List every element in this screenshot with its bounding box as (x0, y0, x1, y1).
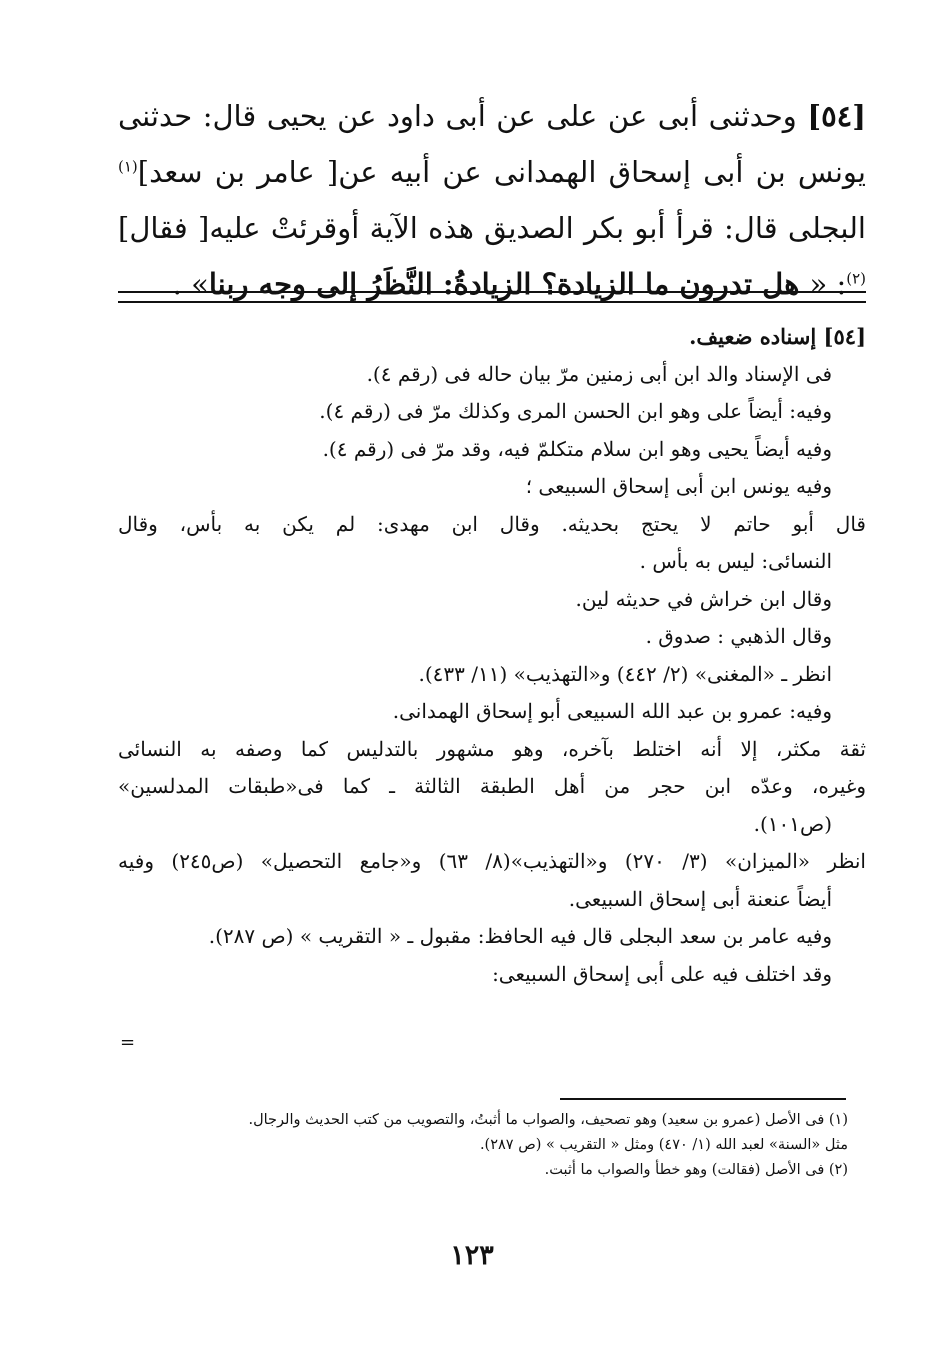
commentary-line: وغيره، وعدّه ابن حجر من أهل الطبقة الثالثة ـ كما فى«طبقات المدلسين» (118, 774, 866, 798)
commentary-heading: [٥٤] إسناده ضعيف. (689, 324, 866, 349)
page-number: ١٢٣ (450, 1240, 494, 1271)
double-divider (118, 291, 866, 303)
commentary-line: أيضاً عنعنة أبى إسحاق السبيعى. (568, 886, 832, 911)
commentary-line: وقال ابن خراش في حديثه لين. (575, 586, 832, 611)
commentary-line: قال أبو حاتم لا يحتج بحديثه. وقال ابن مهدى: لم يكن به بأس، وقال (118, 511, 866, 536)
hadith-text-part2: البجلى قال: قرأ أبو بكر الصديق هذه الآية أوقرئتْ عليه[ فقال] (118, 211, 866, 245)
footnote-ref-2[interactable]: (٢) (846, 269, 866, 288)
hadith-number: [٥٤] (807, 99, 866, 133)
hadith-text-part3: : « (809, 267, 847, 301)
commentary-line: وفيه: أيضاً على وهو ابن الحسن المرى وكذلك مرّ فى (رقم ٤). (319, 399, 832, 423)
commentary-line: وفيه عامر بن سعد البجلى قال فيه الحافظ: مقبول ـ « التقريب » (ص ٢٨٧). (208, 924, 832, 948)
commentary-line: انظر ـ «المغنى» (٢/ ٤٤٢) و«التهذيب» (١١/ ٤٣٣). (418, 661, 832, 686)
commentary-line: النسائى: ليس به بأس . (639, 549, 832, 573)
commentary-line: وقد اختلف فيه على أبى إسحاق السبيعى: (492, 961, 832, 986)
continuation-mark: = (120, 1032, 136, 1053)
hadith-text (118, 88, 866, 312)
footnote-1: (١) فى الأصل (عمرو بن سعيد) وهو تصحيف، والصواب ما أثبتُ، والتصويب من كتب الحديث والرجال. (248, 1112, 848, 1128)
commentary-line: وفيه يونس ابن أبى إسحاق السبيعى ؛ (525, 474, 832, 498)
hadith-bold-quote: هل تدرون ما الزيادة؟ الزيادةُ: النَّظَرُ إلى وجه ربنا (208, 267, 810, 301)
footnote-2: (٢) فى الأصل (فقالت) وهو خطأ والصواب ما أثبت. (544, 1162, 848, 1178)
footnotes (110, 1108, 848, 1183)
hadith-text-part1: وحدثنى أبى عن على عن أبى داود عن يحيى قال: حدثنى يونس بن أبى إسحاق الهمدانى عن أبيه عن[ عامر بن سعد] (118, 99, 866, 189)
footnote-ref-1[interactable]: (١) (118, 157, 138, 176)
commentary-line: (ص١٠١). (753, 811, 832, 836)
commentary-line: وفيه: عمرو بن عبد الله السبيعى أبو إسحاق الهمدانى. (392, 699, 832, 723)
commentary-line: وقال الذهبي : صدوق . (645, 624, 832, 648)
footnote-divider (560, 1098, 846, 1100)
commentary-line: ثقة مكثر، إلا أنه اختلط بآخره، وهو مشهور بالتدليس كما وصفه به النسائى (118, 736, 866, 761)
commentary-line: وفيه أيضاً يحيى وهو ابن سلام متكلمّ فيه، وقد مرّ فى (رقم ٤). (322, 436, 832, 461)
hadith-text-end: » . (172, 267, 209, 301)
commentary (118, 318, 866, 993)
commentary-line: انظر «الميزان» (٣/ ٢٧٠) و«التهذيب»(٨/ ٦٣) و«جامع التحصيل» (ص٢٤٥) وفيه (118, 849, 866, 873)
footnote-1-continued: مثل «السنة» لعبد الله (١/ ٤٧٠) ومثل « التقريب » (ص ٢٨٧). (479, 1137, 848, 1153)
commentary-line: فى الإسناد والد ابن أبى زمنين مرّ بيان حاله فى (رقم ٤). (366, 361, 832, 386)
